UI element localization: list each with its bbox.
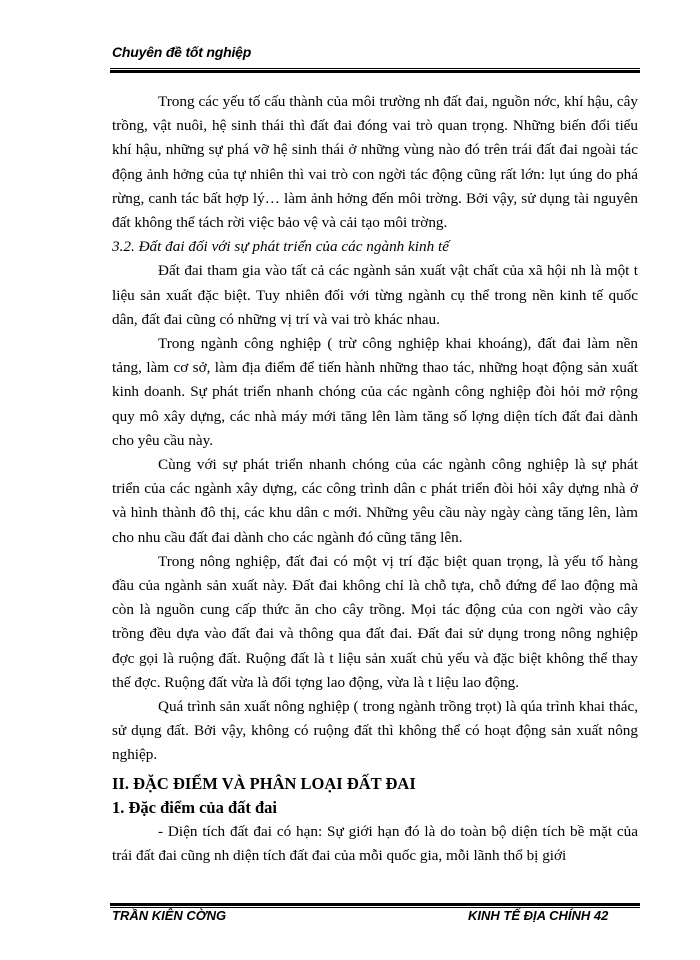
header-title: Chuyên đề tốt nghiệp	[112, 44, 252, 60]
footer-class: KINH TẾ ĐỊA CHÍNH 42	[468, 908, 609, 923]
paragraph-construction: Cùng với sự phát triển nhanh chóng của các ngành công nghiệp là sự phát triển của các ngành xây dựng, các công trình dân c phát triển đòi hỏi xây dựng nhà ở và hình thành đô thị, các khu dân c mới. Những yêu cầu này ngày càng tăng lên, làm cho nhu cầu đất đai dành cho các ngành đó cũng tăng lên.	[112, 456, 638, 546]
paragraph-cultivation: Quá trình sản xuất nông nghiệp ( trong ngành trồng trọt) là qúa trình khai thác, sử dụng đất. Bởi vậy, không có ruộng đất thì không thể có hoạt động sản xuất nông nghiệp.	[112, 698, 638, 764]
section-heading-1: 1. Đặc điểm của đất đai	[112, 797, 277, 817]
paragraph-environment: Trong các yếu tố cấu thành của môi trường nh đất đai, nguồn nớc, khí hậu, cây trồng, vật nuôi, hệ sinh thái thì đất đai đóng vai trò quan trọng. Những biến đổi tiểu khí hậu, những sự phá vỡ hệ sinh thái ở những vùng nào đó trên trái đất đai ngoài tác động ảnh hởng của tự nhiên thì vai trò con ngời tác động cũng rất lớn: lụt úng do phá rừng, canh tác bất hợp lý… làm ảnh hởng đến môi trờng. Bởi vậy, sử dụng tài nguyên đất không thể tách rời việc bảo vệ và cải tạo môi trờng.	[112, 93, 638, 232]
paragraph-land-limited: - Diện tích đất đai có hạn: Sự giới hạn đó là do toàn bộ diện tích bề mặt của trái đất đai cũng nh diện tích đất đai của mỗi quốc gia, mỗi lãnh thổ bị giới	[112, 822, 638, 864]
subheading-3-2: 3.2. Đất đai đối với sự phát triển của các ngành kinh tế	[112, 238, 449, 256]
paragraph-industry: Trong ngành công nghiệp ( trừ công nghiệp khai khoáng), đất đai làm nền tảng, làm cơ sở, làm địa điểm để tiến hành những thao tác, những hoạt động sản xuất kinh doanh. Sự phát triển nhanh chóng của các ngành công nghiệp đòi hỏi mở rộng quy mô xây dựng, các nhà máy mới tăng lên làm tăng số lợng diện tích đất đai dành cho yêu cầu này.	[112, 335, 638, 449]
paragraph-agriculture: Trong nông nghiệp, đất đai có một vị trí đặc biệt quan trọng, là yếu tố hàng đầu của ngành sản xuất này. Đất đai không chỉ là chỗ tựa, chỗ đứng để lao động mà còn là nguồn cung cấp thức ăn cho cây trồng. Mọi tác động của con ngời vào cây trồng đều dựa vào đất đai và thông qua đất đai. Đất đai sử dụng trong nông nghiệp đợc gọi là ruộng đất. Ruộng đất là t liệu sản xuất chủ yếu và đặc biệt không thể thay thế đợc. Ruộng đất vừa là đối tợng lao động, vừa là t liệu lao động.	[112, 552, 638, 691]
paragraph-land-production: Đất đai tham gia vào tất cả các ngành sản xuất vật chất của xã hội nh là một t liệu sản xuất đặc biệt. Tuy nhiên đối với từng ngành cụ thể trong nền kinh tế quốc dân, đất đai cũng có những vị trí và vai trò khác nhau.	[112, 262, 638, 328]
footer-author: TRẦN KIÊN CỜNG	[112, 908, 227, 923]
header-divider	[110, 68, 640, 73]
document-body	[112, 90, 638, 868]
section-heading-II: II. ĐẶC ĐIỂM VÀ PHÂN LOẠI ĐẤT ĐAI	[112, 773, 416, 793]
